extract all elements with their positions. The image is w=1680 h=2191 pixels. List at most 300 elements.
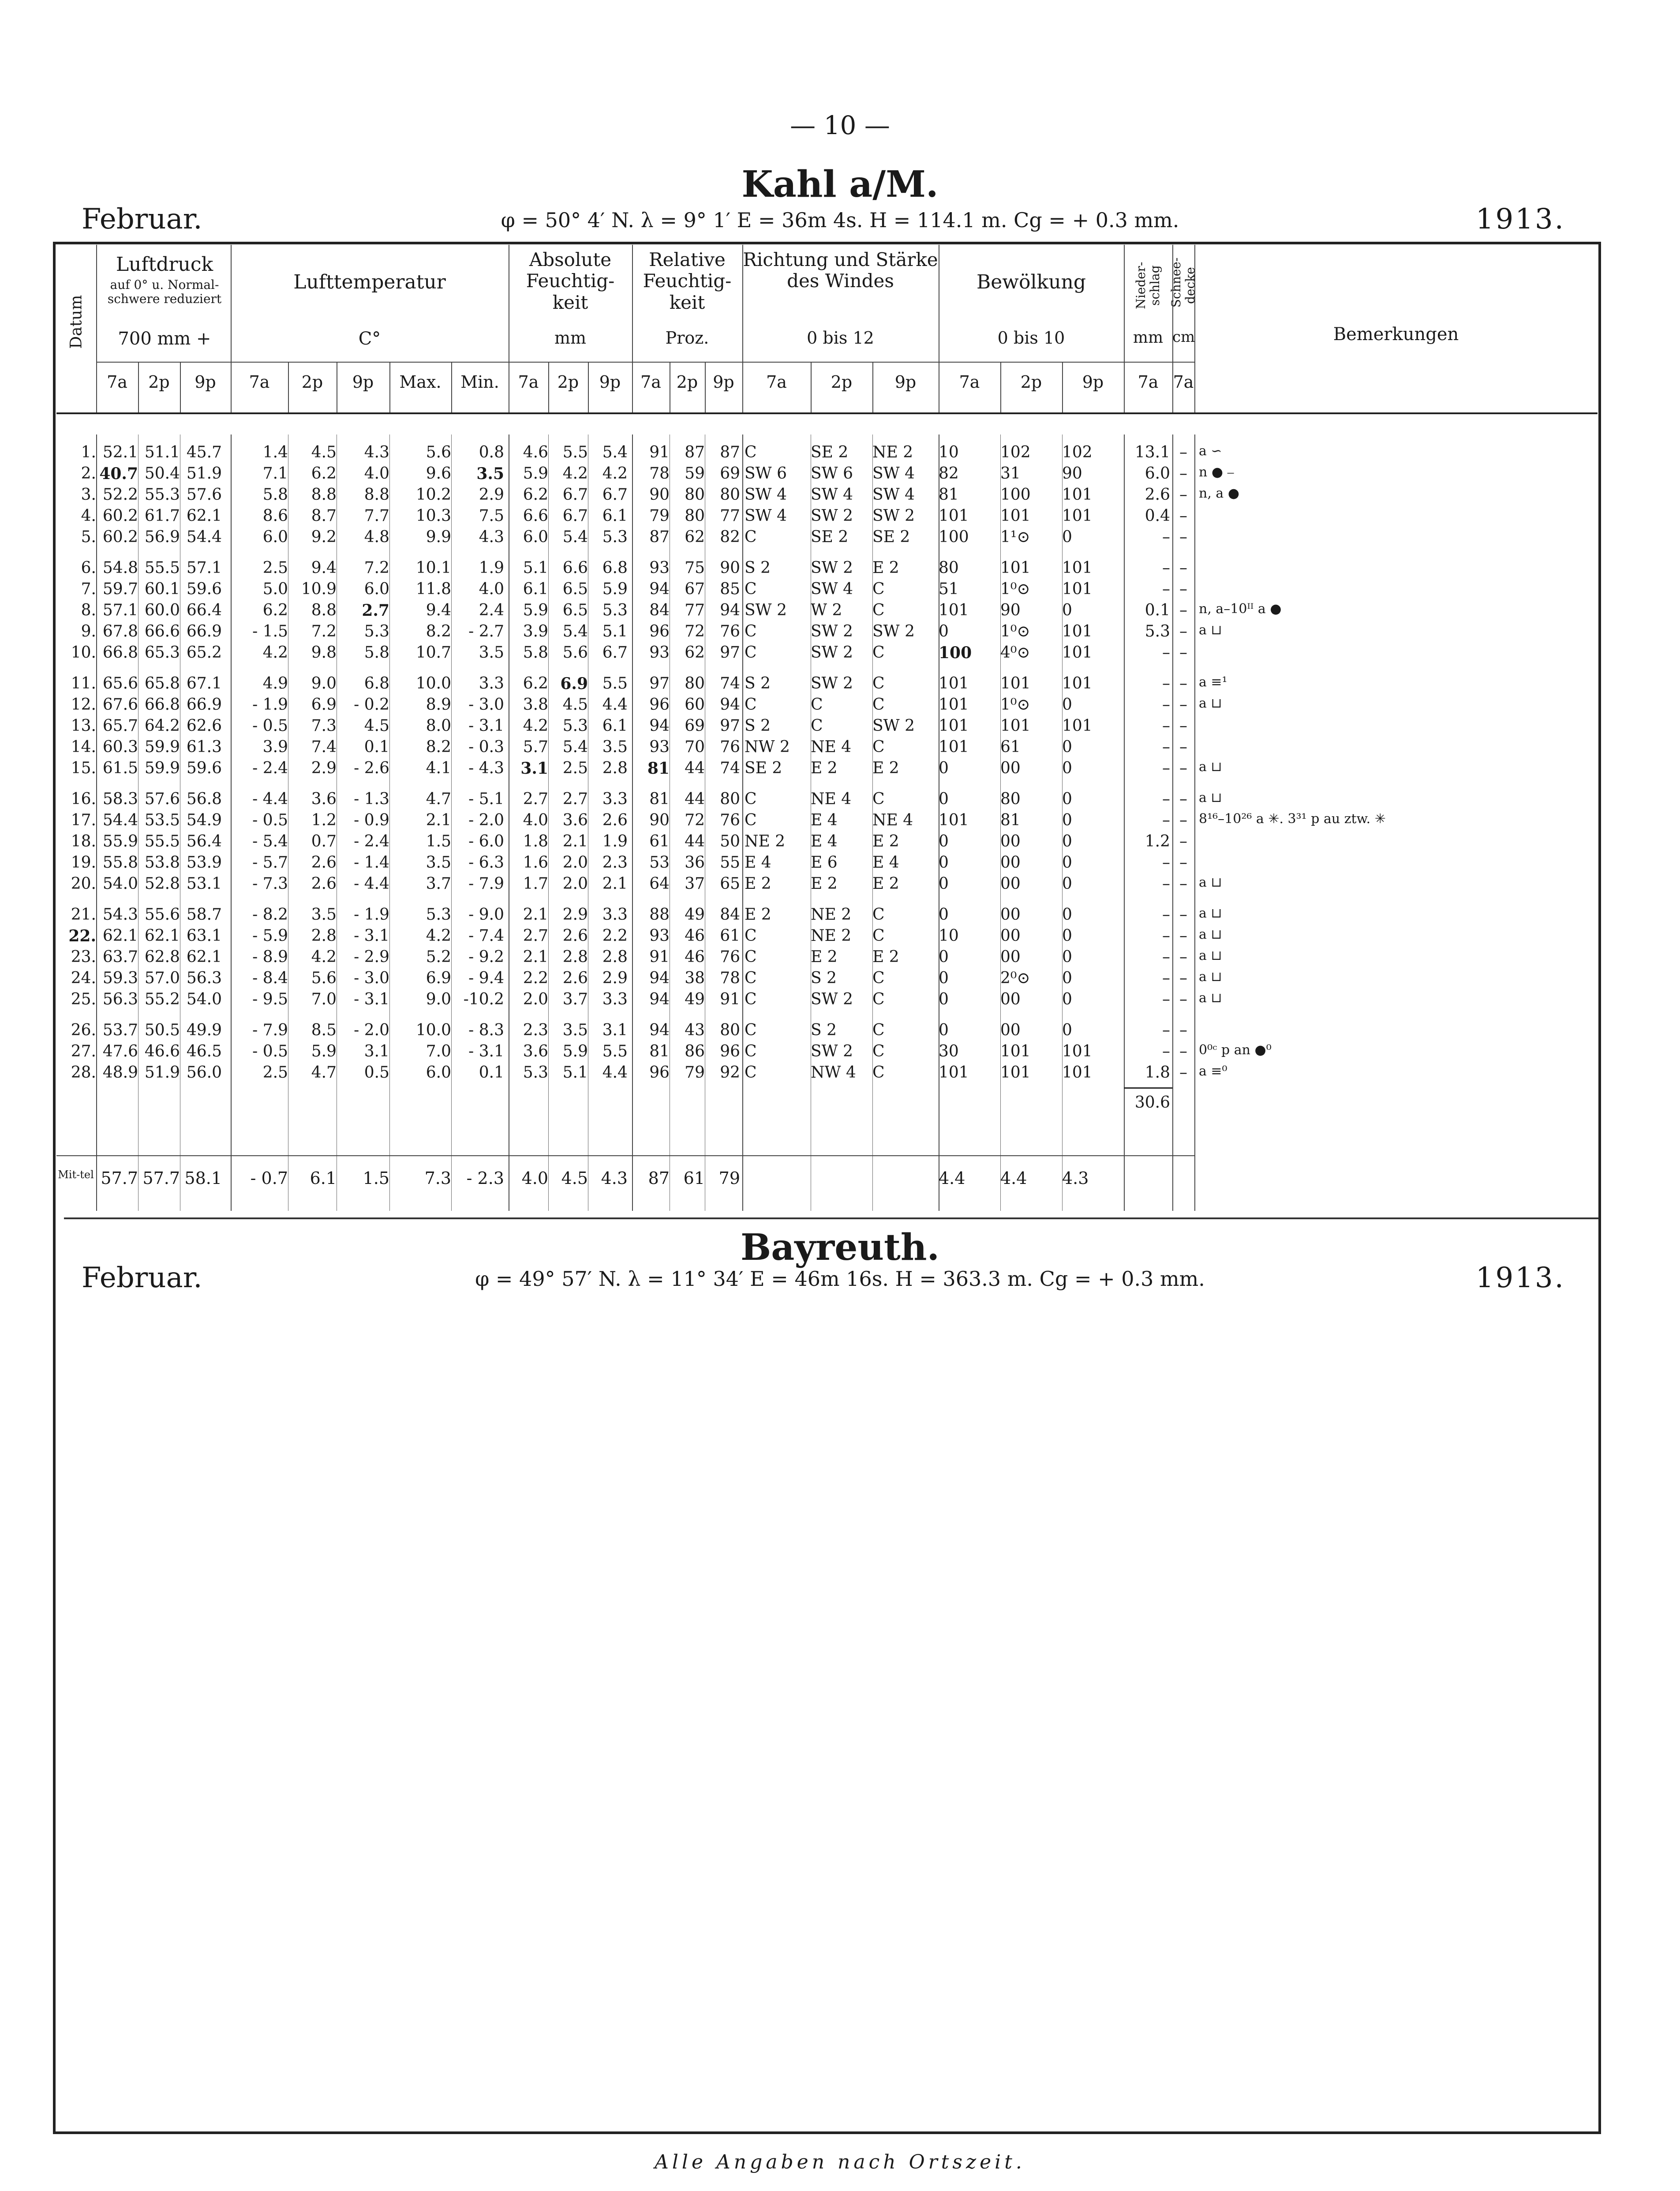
table-cell: 76 — [720, 948, 740, 966]
table-cell: 90 — [720, 559, 740, 577]
table-cell: 80 — [720, 790, 740, 808]
table-cell: 5.3 — [523, 1064, 548, 1082]
table-cell: 3.6 — [523, 1042, 548, 1060]
table-cell: 75 — [685, 559, 705, 577]
table-cell: C — [745, 927, 757, 945]
table-cell: 101 — [939, 738, 969, 756]
table-cell: 80 — [1000, 790, 1021, 808]
table-cell: 5.4 — [562, 738, 588, 756]
table-cell: 3.5 — [562, 1021, 588, 1039]
table-cell: 93 — [649, 644, 670, 662]
table-row — [56, 464, 1598, 486]
table-cell: 6.0 — [426, 1064, 451, 1082]
table-cell: 0 — [1062, 738, 1072, 756]
table-cell: 65 — [720, 875, 740, 893]
table-cell: SW 2 — [872, 507, 915, 525]
table-cell: 5.1 — [562, 1064, 588, 1082]
precip-sum: 30.6 — [1134, 1094, 1170, 1112]
table-cell: SW 2 — [811, 1042, 853, 1060]
table-cell: 46 — [685, 927, 705, 945]
table-cell: 2.0 — [562, 854, 588, 872]
table-cell: 101 — [939, 601, 969, 619]
table-cell: – — [1179, 759, 1187, 777]
header-vline — [96, 245, 97, 412]
table-cell: 66.9 — [186, 696, 222, 714]
table-cell: 0 — [939, 854, 949, 872]
table-cell: 93 — [649, 738, 670, 756]
coords-bayreuth: φ = 49° 57′ N. λ = 11° 34′ E = 46m 16s. H = 363.3 m. Cg = + 0.3 mm. — [475, 1267, 1205, 1291]
table-cell: – — [1179, 486, 1187, 504]
table-cell: 25. — [71, 990, 96, 1008]
table-cell: 80 — [720, 1021, 740, 1039]
table-cell: SW 4 — [745, 486, 787, 504]
table-cell: 84 — [720, 906, 740, 924]
table-row — [56, 507, 1598, 528]
mean-cell: 4.5 — [561, 1169, 588, 1188]
table-cell: 2.1 — [562, 832, 588, 850]
table-cell: C — [745, 990, 757, 1008]
table-cell: 2.7 — [523, 927, 548, 945]
table-cell: 4.3 — [479, 528, 504, 546]
table-cell: 2.6 — [602, 811, 628, 829]
table-cell: 5.0 — [262, 580, 288, 598]
table-cell: – — [1179, 443, 1187, 461]
mean-cell: 4.4 — [939, 1169, 965, 1188]
table-cell: 14. — [71, 738, 96, 756]
table-cell: 62.1 — [186, 507, 222, 525]
table-cell: 51.9 — [144, 1064, 180, 1082]
table-cell: 1.9 — [602, 832, 628, 850]
table-cell: 3.5 — [602, 738, 628, 756]
table-cell: 4.3 — [364, 443, 389, 461]
table-cell: 79 — [649, 507, 670, 525]
table-cell: 0 — [1062, 969, 1072, 987]
table-cell: 96 — [720, 1042, 740, 1060]
table-cell: 5.3 — [602, 528, 628, 546]
table-cell: 8.0 — [426, 717, 451, 735]
table-cell: C — [872, 1064, 885, 1082]
table-cell: 6. — [81, 559, 96, 577]
header-bew-unit: 0 bis 10 — [997, 328, 1065, 348]
year-kahl: 1913. — [1475, 203, 1565, 236]
table-cell: C — [872, 927, 885, 945]
table-cell: – — [1162, 1021, 1170, 1039]
table-cell: 59.9 — [144, 738, 180, 756]
table-cell: 4.6 — [523, 443, 548, 461]
table-cell: 6.0 — [364, 580, 389, 598]
table-cell: 4.7 — [311, 1064, 337, 1082]
table-cell: 8.2 — [426, 622, 451, 640]
remark-cell: n ● ⎯ — [1199, 464, 1234, 480]
table-cell: 6.9 — [426, 969, 451, 987]
table-cell: - 8.3 — [468, 1021, 504, 1039]
table-cell: 5.5 — [602, 1042, 628, 1060]
table-cell: 15. — [71, 759, 96, 777]
table-cell: 78 — [720, 969, 740, 987]
remark-cell: a ⊔ — [1199, 969, 1222, 985]
table-cell: 1.8 — [523, 832, 548, 850]
table-cell: 4.2 — [602, 464, 628, 483]
table-cell: 66.8 — [102, 644, 138, 662]
table-cell: 00 — [1000, 927, 1021, 945]
table-cell: – — [1162, 927, 1170, 945]
sum-rule — [1124, 1087, 1172, 1089]
table-cell: 57.0 — [144, 969, 180, 987]
mean-cell: 58.1 — [184, 1169, 222, 1188]
table-row — [56, 738, 1598, 759]
table-cell: 81 — [647, 759, 670, 778]
table-cell: 4.2 — [523, 717, 548, 735]
table-cell: - 2.4 — [252, 759, 288, 777]
table-cell: 3.5 — [426, 854, 451, 872]
header-sub-13: 9p — [713, 372, 734, 392]
table-cell: SE 2 — [811, 443, 849, 461]
table-cell: – — [1179, 990, 1187, 1008]
mean-cell: 87 — [648, 1169, 670, 1188]
table-cell: 61.3 — [186, 738, 222, 756]
table-cell: 6.5 — [562, 601, 588, 619]
table-cell: 101 — [1062, 674, 1093, 693]
table-cell: 7. — [81, 580, 96, 598]
table-cell: 96 — [649, 696, 670, 714]
table-cell: - 3.0 — [468, 696, 504, 714]
table-cell: – — [1162, 759, 1170, 777]
table-cell: 5.3 — [562, 717, 588, 735]
table-cell: 66.4 — [186, 601, 222, 619]
table-cell: – — [1179, 875, 1187, 893]
table-cell: 82 — [939, 464, 959, 483]
table-cell: 91 — [720, 990, 740, 1008]
mean-cell: 1.5 — [363, 1169, 389, 1188]
remark-cell: a ⊔ — [1199, 906, 1222, 921]
table-cell: 3.6 — [311, 790, 337, 808]
table-cell: 5.2 — [426, 948, 451, 966]
table-cell: – — [1179, 811, 1187, 829]
table-cell: 72 — [685, 622, 705, 640]
table-cell: – — [1162, 528, 1170, 546]
table-cell: – — [1162, 580, 1170, 598]
table-cell: 2.6 — [562, 969, 588, 987]
table-cell: 6.7 — [602, 486, 628, 504]
header-sub-14: 7a — [766, 372, 787, 392]
table-cell: C — [811, 696, 823, 714]
table-cell: 0 — [1062, 832, 1072, 850]
table-cell: - 9.4 — [468, 969, 504, 987]
table-cell: 8.2 — [426, 738, 451, 756]
table-cell: – — [1179, 969, 1187, 987]
table-cell: 2.6 — [311, 875, 337, 893]
table-cell: 5.4 — [562, 622, 588, 640]
table-cell: 4.1 — [426, 759, 451, 777]
table-cell: – — [1179, 1021, 1187, 1039]
table-cell: 27. — [71, 1042, 96, 1060]
table-cell: 55.5 — [144, 832, 180, 850]
month-bayreuth: Februar. — [82, 1262, 202, 1294]
table-cell: 21. — [71, 906, 96, 924]
table-cell: - 1.5 — [252, 622, 288, 640]
table-cell: - 5.7 — [252, 854, 288, 872]
table-cell: 56.3 — [102, 990, 138, 1008]
table-cell: – — [1162, 559, 1170, 577]
table-cell: 5.9 — [523, 464, 548, 483]
table-cell: S 2 — [745, 717, 771, 735]
table-row — [56, 906, 1598, 927]
table-cell: 3.3 — [602, 790, 628, 808]
table-cell: 7.7 — [364, 507, 389, 525]
table-cell: C — [745, 790, 757, 808]
table-cell: E 4 — [745, 854, 771, 872]
table-cell: 0 — [939, 1021, 949, 1039]
table-cell: 6.1 — [602, 717, 628, 735]
table-cell: - 0.9 — [354, 811, 389, 829]
remark-cell: n, a ● — [1199, 486, 1239, 501]
table-cell: – — [1162, 644, 1170, 662]
table-cell: 6.8 — [364, 674, 389, 693]
mean-cell: 6.1 — [310, 1169, 337, 1188]
table-cell: - 3.1 — [468, 1042, 504, 1060]
table-cell: 2.7 — [562, 790, 588, 808]
table-cell: 2.1 — [602, 875, 628, 893]
table-cell: SW 2 — [811, 622, 853, 640]
table-cell: 53 — [649, 854, 670, 872]
table-cell: 101 — [1062, 486, 1093, 504]
table-cell: 64.2 — [144, 717, 180, 735]
table-cell: 1.2 — [1145, 832, 1170, 850]
header-sub-0: 7a — [107, 372, 127, 392]
table-cell: – — [1162, 811, 1170, 829]
table-cell: 10.3 — [415, 507, 451, 525]
table-cell: 2.4 — [479, 601, 504, 619]
table-cell: 4.4 — [602, 1064, 628, 1082]
table-cell: 9.4 — [426, 601, 451, 619]
table-cell: 1. — [81, 443, 96, 461]
table-cell: 90 — [1062, 464, 1082, 483]
column-header — [56, 245, 1598, 414]
table-cell: 5.6 — [311, 969, 337, 987]
table-cell: 88 — [649, 906, 670, 924]
header-subvline — [389, 362, 390, 412]
table-cell: 7.2 — [364, 559, 389, 577]
table-cell: 2.5 — [262, 559, 288, 577]
table-cell: 53.8 — [144, 854, 180, 872]
table-row — [56, 443, 1598, 464]
table-cell: 65.2 — [186, 644, 222, 662]
table-cell: 5.3 — [426, 906, 451, 924]
table-cell: 4.4 — [602, 696, 628, 714]
table-cell: - 2.4 — [354, 832, 389, 850]
table-cell: 57.6 — [144, 790, 180, 808]
table-cell: – — [1162, 696, 1170, 714]
table-cell: – — [1179, 927, 1187, 945]
table-cell: 49 — [685, 906, 705, 924]
table-row — [56, 717, 1598, 738]
table-cell: – — [1179, 674, 1187, 693]
table-cell: 93 — [649, 927, 670, 945]
header-rel-unit: Proz. — [665, 328, 709, 348]
table-cell: 77 — [685, 601, 705, 619]
table-cell: 8. — [81, 601, 96, 619]
table-cell: 101 — [939, 507, 969, 525]
table-cell: - 4.4 — [252, 790, 288, 808]
table-cell: 3.3 — [602, 906, 628, 924]
table-cell: 6.7 — [602, 644, 628, 662]
table-cell: 36 — [685, 854, 705, 872]
header-subvline — [548, 362, 549, 412]
table-cell: 97 — [720, 644, 740, 662]
header-sub-11: 7a — [640, 372, 661, 392]
table-cell: 76 — [720, 811, 740, 829]
table-cell: 2.5 — [562, 759, 588, 777]
table-cell: 2.7 — [362, 601, 389, 620]
header-sub-19: 9p — [1082, 372, 1104, 392]
table-cell: 0 — [939, 832, 949, 850]
table-cell: 60.0 — [144, 601, 180, 619]
header-bemerkungen: Bemerkungen — [1333, 324, 1459, 345]
table-cell: 74 — [720, 759, 740, 777]
table-cell: 20. — [71, 875, 96, 893]
table-cell: 7.1 — [262, 464, 288, 483]
table-cell: 80 — [685, 507, 705, 525]
table-cell: 8.5 — [311, 1021, 337, 1039]
table-cell: 54.3 — [102, 906, 138, 924]
table-cell: 56.8 — [186, 790, 222, 808]
table-cell: NE 2 — [811, 927, 852, 945]
table-cell: 3.8 — [523, 696, 548, 714]
table-cell: – — [1179, 559, 1187, 577]
table-cell: 59.6 — [186, 580, 222, 598]
table-cell: 4.2 — [262, 644, 288, 662]
table-cell: 0 — [939, 990, 949, 1008]
table-cell: 0 — [1062, 875, 1072, 893]
table-cell: 9.9 — [426, 528, 451, 546]
table-cell: – — [1162, 854, 1170, 872]
table-cell: 101 — [939, 1064, 969, 1082]
table-cell: 101 — [1000, 717, 1031, 735]
table-cell: 1⁰⊙ — [1000, 696, 1030, 714]
table-cell: 101 — [1062, 1042, 1093, 1060]
header-subvline — [588, 362, 589, 412]
mean-cell: - 2.3 — [466, 1169, 504, 1188]
table-cell: - 0.3 — [468, 738, 504, 756]
table-cell: 90 — [649, 811, 670, 829]
table-cell: 1⁰⊙ — [1000, 580, 1030, 598]
table-cell: – — [1162, 906, 1170, 924]
table-cell: 10 — [939, 927, 959, 945]
table-cell: E 2 — [872, 832, 899, 850]
remark-cell: a ⊔ — [1199, 696, 1222, 711]
table-cell: 64 — [649, 875, 670, 893]
table-cell: 3.9 — [523, 622, 548, 640]
mean-label: Mit-tel — [58, 1169, 94, 1181]
table-cell: 37 — [685, 875, 705, 893]
table-cell: - 1.9 — [252, 696, 288, 714]
table-cell: 5.1 — [523, 559, 548, 577]
table-cell: - 9.0 — [468, 906, 504, 924]
table-cell: 9.6 — [426, 464, 451, 483]
table-cell: – — [1179, 854, 1187, 872]
header-sub-1: 2p — [148, 372, 170, 392]
table-cell: 62 — [685, 644, 705, 662]
header-sub-18: 2p — [1020, 372, 1042, 392]
table-cell: – — [1179, 580, 1187, 598]
table-cell: – — [1179, 464, 1187, 483]
table-cell: 4.5 — [311, 443, 337, 461]
table-cell: 87 — [720, 443, 740, 461]
table-cell: - 8.9 — [252, 948, 288, 966]
table-cell: 2.3 — [602, 854, 628, 872]
header-luftdruck-sub: auf 0° u. Normal-schwere reduziert — [107, 277, 222, 307]
table-cell: 5.5 — [562, 443, 588, 461]
table-cell: 1⁰⊙ — [1000, 622, 1030, 640]
table-cell: 81 — [649, 1042, 670, 1060]
table-cell: 6.2 — [523, 486, 548, 504]
table-cell: - 4.3 — [468, 759, 504, 777]
table-cell: SW 4 — [872, 486, 915, 504]
table-cell: C — [745, 528, 757, 546]
table-cell: 0 — [1062, 601, 1072, 619]
table-cell: 5.5 — [602, 674, 628, 693]
table-cell: 7.0 — [426, 1042, 451, 1060]
table-cell: 9.8 — [311, 644, 337, 662]
table-cell: SW 2 — [811, 559, 853, 577]
table-cell: 101 — [939, 811, 969, 829]
table-cell: 85 — [720, 580, 740, 598]
table-cell: 4.5 — [562, 696, 588, 714]
header-bewoelkung: Bewölkung — [976, 271, 1086, 293]
table-cell: – — [1162, 990, 1170, 1008]
table-cell: 61.7 — [144, 507, 180, 525]
table-cell: – — [1162, 1042, 1170, 1060]
table-row — [56, 601, 1598, 622]
table-cell: C — [872, 580, 885, 598]
table-cell: 0.8 — [479, 443, 504, 461]
table-cell: 2.1 — [426, 811, 451, 829]
table-cell: 61.5 — [102, 759, 138, 777]
remark-cell: 0⁰ᶜ p an ●⁰ — [1199, 1042, 1272, 1058]
table-cell: 1.8 — [1145, 1064, 1170, 1082]
table-cell: 61 — [649, 832, 670, 850]
table-cell: 2.9 — [479, 486, 504, 504]
table-cell: 101 — [1062, 644, 1093, 662]
table-cell: 0 — [1062, 990, 1072, 1008]
table-cell: C — [745, 1064, 757, 1082]
table-cell: 11.8 — [415, 580, 451, 598]
table-cell: 9.0 — [311, 674, 337, 693]
header-abs-feucht: Absolute Feuchtig-keit — [526, 249, 615, 313]
table-cell: 5.4 — [562, 528, 588, 546]
table-cell: 56.9 — [144, 528, 180, 546]
table-cell: 2.9 — [602, 969, 628, 987]
table-cell: 6.6 — [523, 507, 548, 525]
table-cell: 38 — [685, 969, 705, 987]
header-sub-2: 9p — [195, 372, 216, 392]
table-cell: 5.3 — [364, 622, 389, 640]
table-cell: 55.2 — [144, 990, 180, 1008]
table-cell: 10. — [71, 644, 96, 662]
table-cell: 26. — [71, 1021, 96, 1039]
table-cell: 80 — [685, 486, 705, 504]
table-cell: 59.6 — [186, 759, 222, 777]
table-cell: 17. — [71, 811, 96, 829]
table-cell: 4.2 — [562, 464, 588, 483]
table-cell: 54.4 — [102, 811, 138, 829]
table-cell: – — [1162, 674, 1170, 693]
remark-cell: a ⊔ — [1199, 927, 1222, 942]
header-sub-5: 9p — [352, 372, 374, 392]
header-lufttemperatur: Lufttemperatur — [293, 271, 446, 293]
table-cell: -10.2 — [463, 990, 504, 1008]
table-cell: - 1.4 — [354, 854, 389, 872]
